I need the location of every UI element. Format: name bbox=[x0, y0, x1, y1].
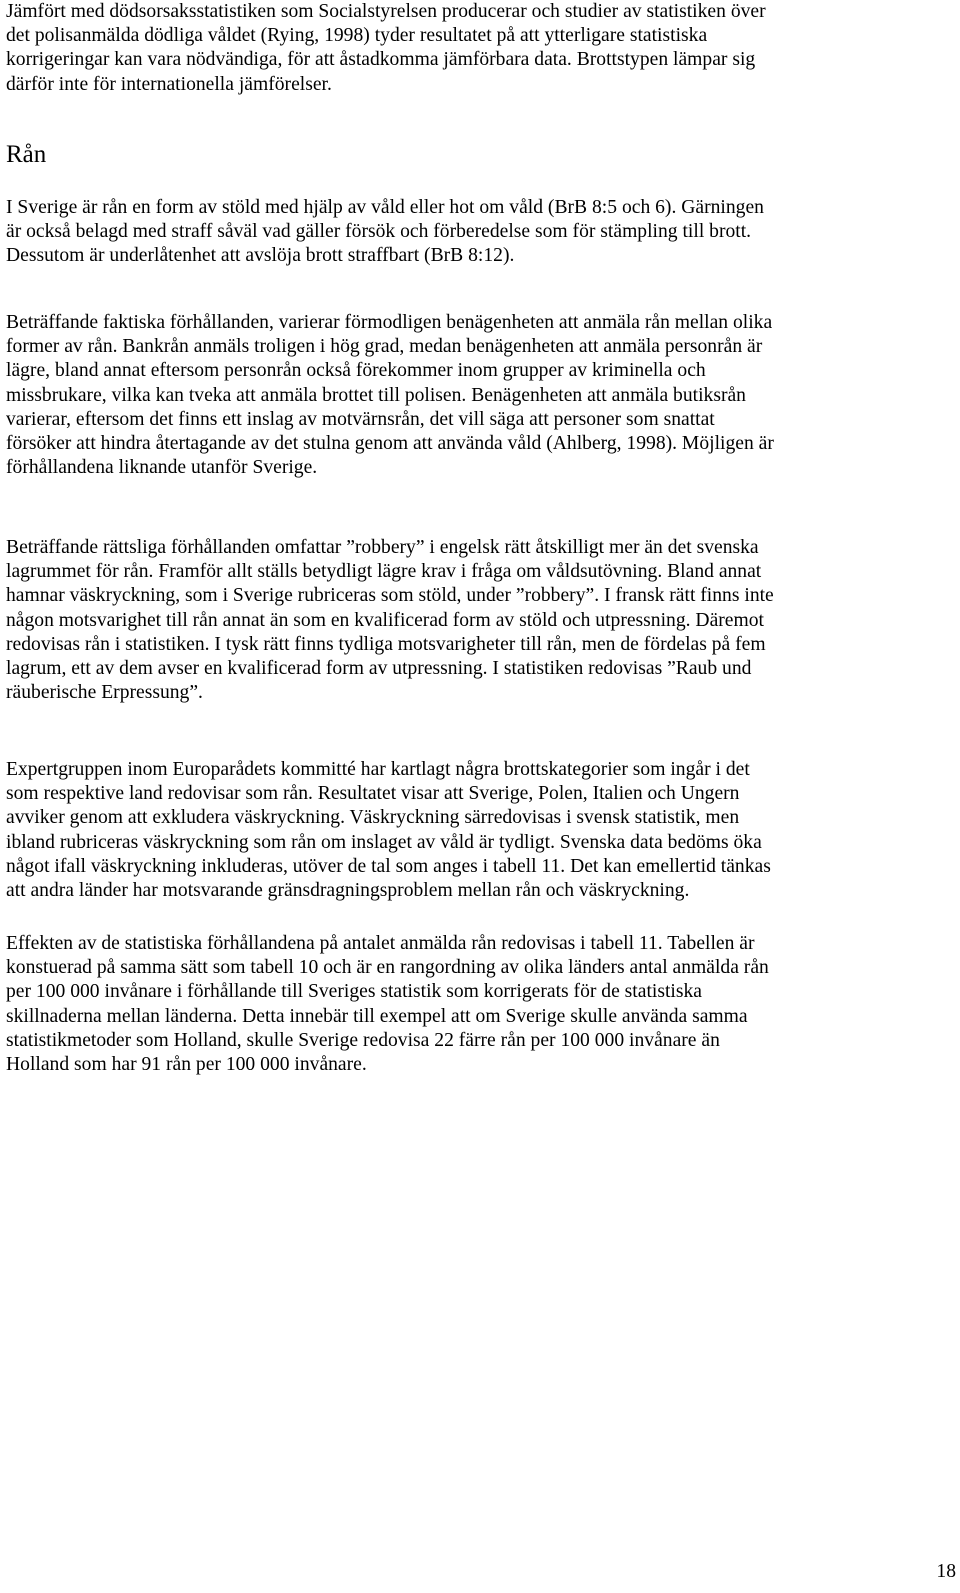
section-heading: Rån bbox=[6, 141, 47, 168]
paragraph-statistical-effect: Effekten av de statistiska förhållandena på antalet anmälda rån redovisas i tabell 11. Tabellen är konstuerad på samma sätt som tabell 10 och är en rangordning av olika länders antal anmälda rån per 100 000 invånare i förhållande till Sveriges statistik som korrigerats för de statistiska skillnaderna mellan länderna. Detta innebär till exempel att om Sverige skulle använda samma statistikmetoder som Holland, skulle Sverige redovisa 22 färre rån per 100 000 invånare än Holland som har 91 rån per 100 000 invånare. bbox=[6, 933, 769, 1076]
paragraph-legal-conditions: Beträffande rättsliga förhållanden omfattar ”robbery” i engelsk rätt åtskilligt mer än det svenska lagrummet för rån. Framför allt ställs betydligt lägre krav i fråga om våldsutövning. Bland annat hamnar väskryckning, som i Sverige rubriceras som stöld, under ”robbery”. I fransk rätt finns inte någon motsvarighet till rån annat än som en kvalificerad form av stöld och utpressning. Däremot redovisas rån i statistiken. I tysk rätt finns tydliga motsvarigheter till rån, men de fördelas på fem lagrum, ett av dem avser en kvalificerad form av utpressning. I statistiken redovisas ”Raub und räuberische Erpressung”. bbox=[6, 537, 774, 704]
paragraph-intro: Jämfört med dödsorsaksstatistiken som Socialstyrelsen producerar och studier av statistiken över det polisanmälda dödliga våldet (Rying, 1998) tyder resultatet på att ytterligare statistiska korrigeringar kan vara nödvändiga, för att åstadkomma jämförbara data. Brottstypen lämpar sig därför inte för internationella jämförelser. bbox=[6, 1, 766, 95]
page-number: 18 bbox=[936, 1561, 956, 1582]
paragraph-actual-conditions: Beträffande faktiska förhållanden, varierar förmodligen benägenheten att anmäla rån mellan olika former av rån. Bankrån anmäls troligen i hög grad, medan benägenheten att anmäla personrån är lägre, bland annat eftersom personrån också förekommer inom grupper av kriminella och missbrukare, vilka kan tveka att anmäla brottet till polisen. Benägenheten att anmäla butiksrån varierar, eftersom det finns ett inslag av motvärnsrån, det vill säga att personer som snattat försöker att hindra återtagande av det stulna genom att använda våld (Ahlberg, 1998). Möjligen är förhållandena liknande utanför Sverige. bbox=[6, 312, 774, 479]
paragraph-expert-group: Expertgruppen inom Europarådets kommitté har kartlagt några brottskategorier som ingår i det som respektive land redovisar som rån. Resultatet visar att Sverige, Polen, Italien och Ungern avviker genom att exkludera väskryckning. Väskryckning särredovisas i svensk statistik, men ibland rubriceras väskryckning som rån om inslaget av våld är tydligt. Svenska data bedöms öka något ifall väskryckning inkluderas, utöver de tal som anges i tabell 11. Det kan emellertid tänkas att andra länder har motsvarande gränsdragningsproblem mellan rån och väskryckning. bbox=[6, 759, 771, 902]
paragraph-definition: I Sverige är rån en form av stöld med hjälp av våld eller hot om våld (BrB 8:5 och 6). Gärningen är också belagd med straff såväl vad gäller försök och förberedelse som för stämpling till brott. Dessutom är underlåtenhet att avslöja brott straffbart (BrB 8:12). bbox=[6, 197, 764, 267]
